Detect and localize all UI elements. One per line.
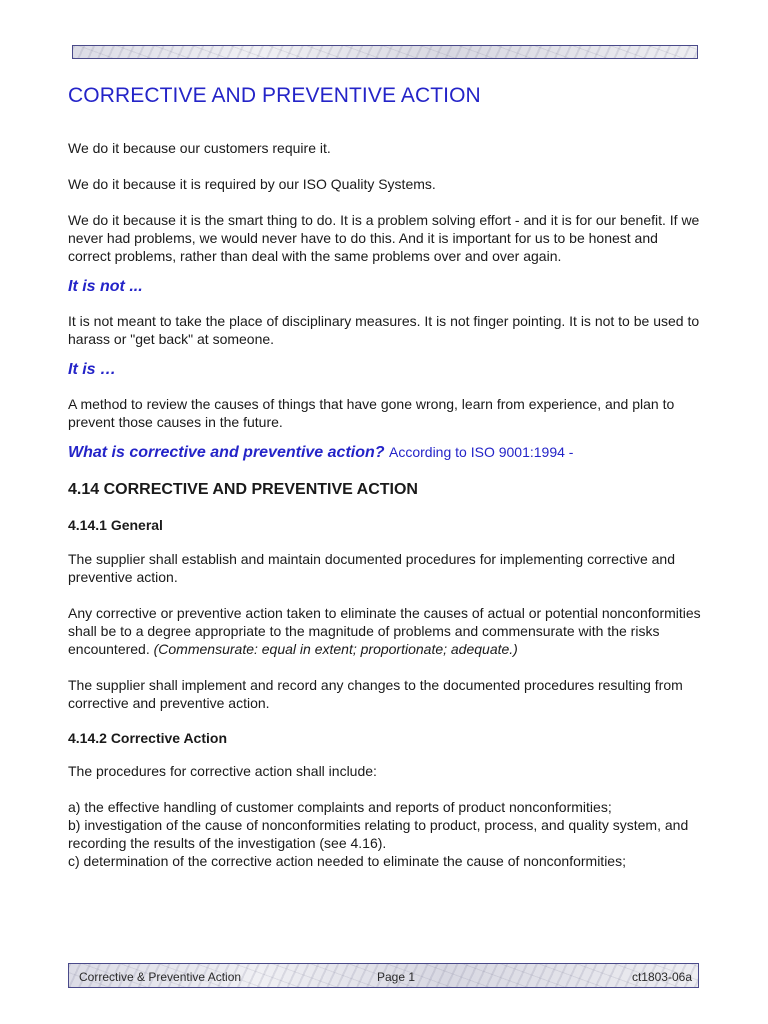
intro-paragraph-1: We do it because our customers require it.: [68, 140, 331, 156]
it-is-not-heading: It is not ...: [68, 278, 143, 295]
it-is-not-paragraph: It is not meant to take the place of disciplinary measures. It is not finger pointing. It is not to be used to harass or "get back" at someone.: [68, 313, 700, 347]
commensurate-note: (Commensurate: equal in extent; proportionate; adequate.): [153, 641, 518, 657]
it-is-heading: It is …: [68, 361, 117, 378]
it-is-paragraph: A method to review the causes of things that have gone wrong, learn from experience, and plan to prevent those causes in the future.: [68, 396, 675, 430]
header-decorative-bar: [72, 45, 698, 59]
general-paragraph-2: [68, 604, 702, 658]
intro-paragraph-3: We do it because it is the smart thing to do. It is a problem solving effort - and it is for our benefit. If we never had problems, we would never have to do this. And it is important for us to be honest and correct problems, rather than deal with the same problems over and over again.: [68, 212, 700, 264]
list-item: b) investigation of the cause of nonconformities relating to product, process, and quality system, and recording the results of the investigation (see 4.16).: [68, 817, 689, 851]
definition-question: [68, 443, 702, 462]
footer-page-number: Page 1: [377, 970, 416, 984]
footer-doc-title: Corrective & Preventive Action: [79, 970, 242, 984]
corrective-intro: The procedures for corrective action shall include:: [68, 763, 377, 779]
general-paragraph-2-text: Any corrective or preventive action taken to eliminate the causes of actual or potential nonconformities shall be to a degree appropriate to the magnitude of problems and commensurate with the risks encountered.: [68, 605, 701, 657]
question-text: What is corrective and preventive action?: [68, 444, 385, 461]
section-heading: 4.14 CORRECTIVE AND PREVENTIVE ACTION: [68, 481, 418, 498]
list-item: a) the effective handling of customer complaints and reports of product nonconformities;: [68, 799, 612, 815]
question-suffix: According to ISO 9001:1994 -: [389, 444, 574, 460]
list-item: c) determination of the corrective action needed to eliminate the cause of nonconformities;: [68, 853, 626, 869]
general-paragraph-1: The supplier shall establish and maintain documented procedures for implementing corrective and preventive action.: [68, 551, 675, 585]
page-title: CORRECTIVE AND PREVENTIVE ACTION: [68, 84, 481, 107]
intro-paragraph-2: We do it because it is required by our ISO Quality Systems.: [68, 176, 436, 192]
footer-bar: [68, 963, 699, 988]
document-body: [68, 84, 702, 870]
footer-doc-code: ct1803-06a: [631, 970, 692, 984]
general-heading: 4.14.1 General: [68, 517, 163, 533]
general-paragraph-3: The supplier shall implement and record any changes to the documented procedures resulting from corrective and preventive action.: [68, 677, 683, 711]
corrective-heading: 4.14.2 Corrective Action: [68, 730, 227, 746]
